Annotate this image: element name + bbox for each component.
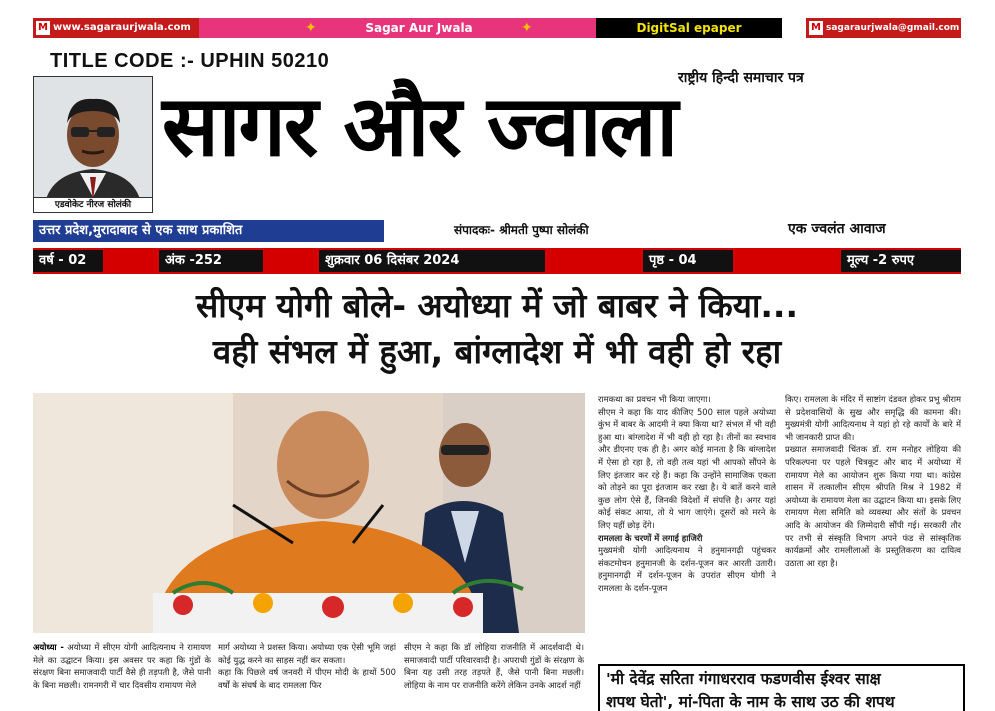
brand-m-logo-2: M: [809, 21, 823, 35]
slogan: एक ज्वलंत आवाज: [788, 221, 886, 237]
pink-segment: [199, 18, 639, 38]
article-column-3: सीएम ने कहा कि डॉ लोहिया राजनीति में आदर्शवादी थे। समाजवादी पार्टी परिवारवादी है। अपराधी गुंडों के संरक्षण के बिना यह उसी तरह तड़पते हैं, जैसे पानी बिना मछली। लोहिया के नाम पर राजनीति करेंगे लेकिन उनके आदर्श नहीं: [404, 642, 584, 690]
top-strip: [33, 18, 961, 38]
next-story-line-1: 'मी देवेंद्र सरिता गंगाधरराव फडणवीस ईश्वर साक्ष: [606, 670, 881, 688]
date-box: शुक्रवार 06 दिसंबर 2024: [319, 250, 545, 272]
article-column-2: मार्ग अयोध्या ने प्रशस्त किया। अयोध्या एक ऐसी भूमि जहां कोई युद्ध करने का साहस नहीं कर सकता। कहा कि पिछले वर्ष जनवरी में पीएम मोदी के हाथों 500 वर्षों के संघर्ष के बाद रामलला फिर: [218, 642, 396, 690]
publication-strip: उत्तर प्रदेश,मुरादाबाद से एक साथ प्रकाशित: [33, 220, 384, 242]
brand-name: Sagar Aur Jwala: [365, 21, 473, 35]
masthead-title: सागर और ज्वाला: [162, 77, 677, 175]
hero-photo: [33, 393, 585, 633]
article-column-5: किए। रामलला के मंदिर में साष्टांग दंडवत होकर प्रभु श्रीराम से प्रदेशवासियों के सुख और समृद्धि की कामना की। मुख्यमंत्री योगी आदित्यनाथ ने यहां हो रहे कार्यों के बारे में भी जानकारी प्राप्त की। प्रख्यात समाजवादी चिंतक डॉ. राम मनोहर लोहिया की परिकल्पना पर पहले चित्रकूट और बाद में अयोध्या में रामायण मेले का आयोजन शुरू किया गया था। कांग्रेस शासन में तत्कालीन सीएम श्रीपति मिश्र ने 1982 में अयोध्या के रामायण मेला का उद्घाटन किया था। इसके लिए रामायण मेला समिति को व्यवस्था और संतों के प्रवचन आदि के आयोजन की जिम्मेदारी सौंपी गई। सरकारी तौर पर तभी से संस्कृति विभाग अपने फंड से सांस्कृतिक कार्यक्रमों और रामलीलाओं के प्रस्तुतिकरण का दायित्व उठाता आ रहा है।: [785, 394, 961, 568]
price-box: मूल्य -2 रुपए: [841, 250, 961, 272]
editor-photo: [33, 76, 153, 210]
speech-scene-illustration: [33, 393, 585, 633]
next-story-line-2: शपथ घेतो', मां-पिता के नाम के साथ उठ की शपथ: [606, 693, 895, 711]
article-col1-text: अयोध्या में सीएम योगी आदित्यनाथ ने रामायण मेले का उद्घाटन किया। इस अवसर पर कहा कि गुंडों के संरक्षण बिना समाजवादी पार्टी वैसे ही तड़पती है, जैसे पानी के बिना मछली। रामनगरी में चार दिवसीय रामायण मेले: [33, 642, 211, 690]
brand-m-logo: M: [36, 21, 50, 35]
article-dateline: अयोध्या -: [33, 642, 64, 652]
headline-line-1: सीएम योगी बोले- अयोध्या में जो बाबर ने किया...: [195, 286, 798, 325]
epaper-label[interactable]: DigitSal epaper: [636, 21, 742, 35]
next-story-box: [598, 664, 965, 711]
issue-box: अंक -252: [159, 250, 263, 272]
editor-credit: संपादकः- श्रीमती पुष्पा सोलंकी: [454, 223, 589, 237]
article-col4a-text: रामकथा का प्रवचन भी किया जाएगा। सीएम ने कहा कि याद कीजिए 500 साल पहले अयोध्या कुंभ में बाबर के आदमी ने क्या किया था? संभल में भी वही हुआ था। बांग्लादेश में भी वही हो रहा है। तीनों का स्वभाव और डीएनए एक ही है। अगर कोई मानता है कि बांग्लादेश में ऐसा हो रहा है, तो वही तत्व यहां भी आपको सौंपने के लिए इंतजार कर रहे हैं। कहा कि उन्होंने सामाजिक एकता को तोड़ने का पूरा इंतजाम कर रखा है। ये बातें करने वाले कुछ लोग ऐसे हैं, जिनकी विदेशों में संपत्ति है। अगर यहां कोई संकट आया, तो ये भाग जाएंगे। दूसरों को मरने के लिए यहीं छोड़ देंगे।: [598, 394, 776, 530]
page-box: पृष्ठ - 04: [643, 250, 733, 272]
email-segment: [806, 18, 961, 38]
star-icon-right: ✦: [521, 20, 533, 36]
issue-info-bar: [33, 248, 961, 274]
headline-line-2: वही संभल में हुआ, बांग्लादेश में भी वही हो रहा: [212, 332, 782, 371]
photo-caption: एडवोकेट नीरज सोलंकी: [33, 197, 153, 213]
epaper-segment: [596, 18, 782, 38]
website-url[interactable]: www.sagaraurjwala.com: [53, 22, 191, 33]
star-icon-left: ✦: [305, 20, 317, 36]
year-box: वर्ष - 02: [33, 250, 103, 272]
article-column-1: [33, 641, 211, 709]
article-column-4: [598, 393, 776, 657]
editor-portrait-illustration: [34, 77, 152, 209]
article-subheading: रामलला के चरणों में लगाई हाजिरी: [598, 532, 703, 543]
website-segment: [33, 18, 199, 38]
title-code: TITLE CODE :- UPHIN 50210: [50, 50, 330, 72]
article-col4b-text: मुख्यमंत्री योगी आदित्यनाथ ने हनुमानगढ़ी पहुंचकर संकटमोचन हनुमानजी के दर्शन-पूजन कर आरती उतारी। हनुमानगढ़ी में दर्शन-पूजन के उपरांत सीएम योगी ने रामलला के दर्शन-पूजन: [598, 545, 776, 593]
email-address[interactable]: sagaraurjwala@gmail.com: [826, 23, 960, 33]
main-headline: [33, 283, 961, 375]
tagline: राष्ट्रीय हिन्दी समाचार पत्र: [678, 70, 804, 86]
